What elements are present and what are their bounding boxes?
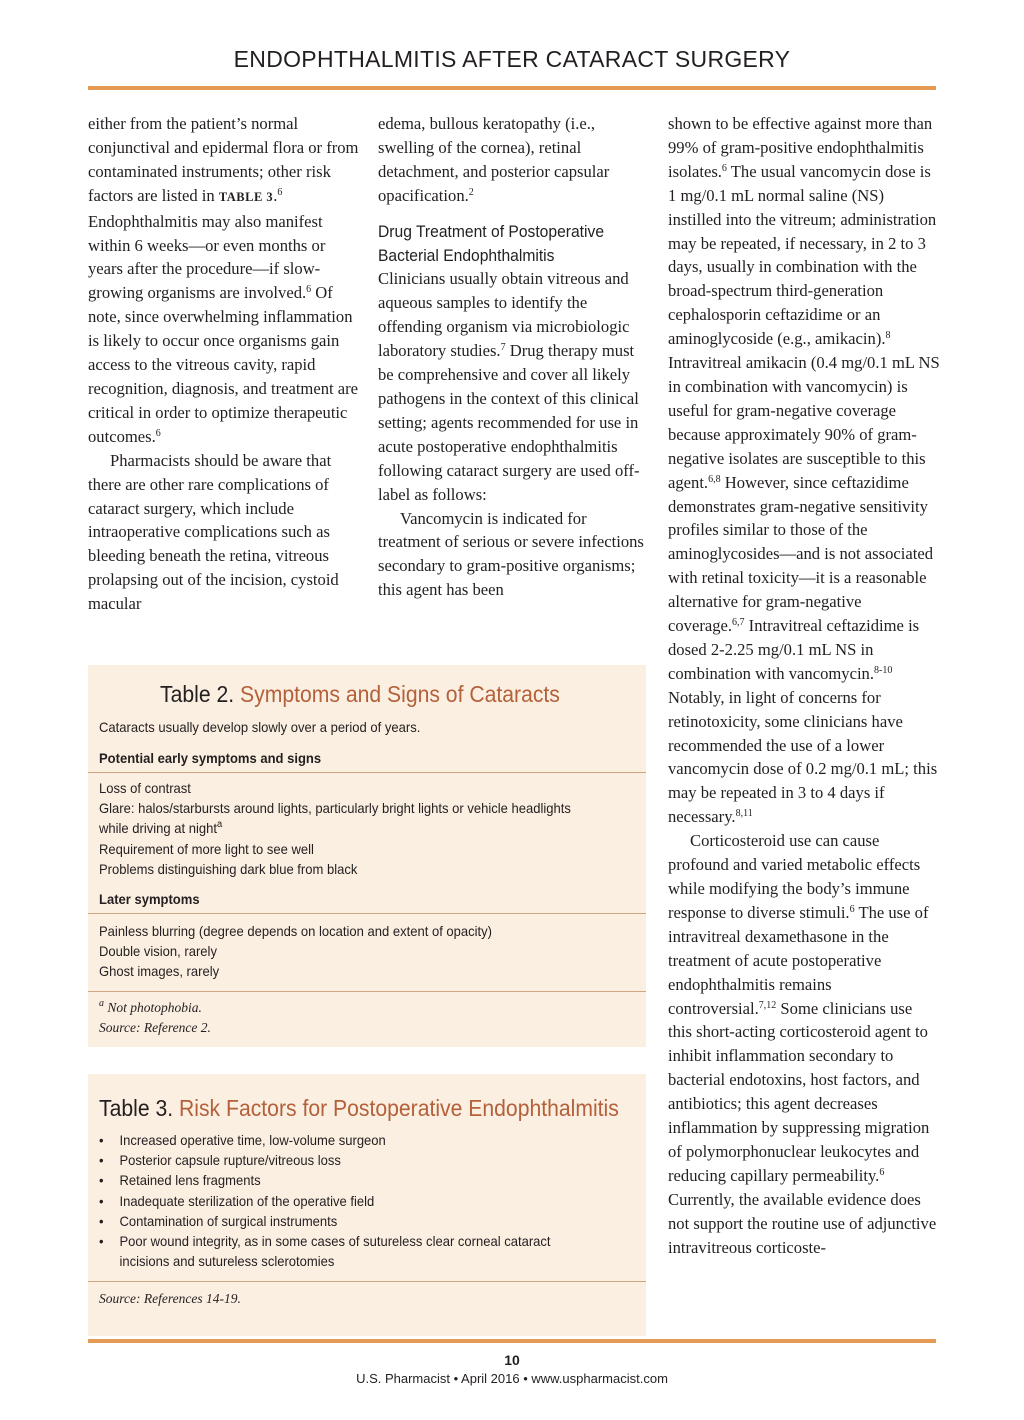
table-3-box — [88, 1074, 646, 1336]
text-run: Currently, the available evidence does not support the routine use of adjunctive intravitreous corticoste- — [668, 1189, 937, 1257]
table-title-text: Symptoms and Signs of Cataracts — [239, 681, 560, 707]
table-label: Table 3. — [99, 1095, 174, 1121]
table-3-list — [99, 1130, 585, 1271]
footer-rule — [88, 1339, 936, 1343]
text-run: Poor wound integrity, as in some cases of sutureless clear corneal cataract — [119, 1233, 551, 1250]
citation: 6,7 — [732, 617, 745, 629]
text-run: Clinicians usually obtain vitreous and aqueous samples to identify the offending organism via microbiologic laboratory studies. — [378, 269, 630, 361]
col1-paragraph-2: Pharmacists should be aware that there are other rare complications of cataract surgery, which include intraoperative complications such as bleeding beneath the retina, vitreous prolapsing out of the incision, cystoid macular — [88, 450, 339, 614]
citation: 6,8 — [708, 473, 721, 485]
citation: 8,11 — [735, 808, 753, 820]
list-item: Requirement of more light to see well — [99, 840, 314, 857]
header-rule — [88, 86, 936, 90]
list-item: Double vision, rarely — [99, 943, 217, 960]
table-title-text: Risk Factors for Postoperative Endophthalmitis — [178, 1095, 619, 1121]
text-run: while driving at night — [99, 820, 217, 837]
text-run: edema, bullous keratopathy (i.e., swelling of the cornea), retinal detachment, and posterior capsular opacification. — [378, 114, 610, 205]
citation: 8 — [885, 330, 891, 342]
table-divider — [88, 1281, 646, 1282]
text-run: Corticosteroid use can cause profound and varied metabolic effects while modifying the body’s immune response to diverse stimuli. — [668, 831, 921, 922]
citation: 6 — [879, 1166, 885, 1178]
table-2-later-heading: Later symptoms — [99, 891, 200, 907]
list-item: Glare: halos/starbursts around lights, particularly bright lights or vehicle headlights — [99, 800, 571, 817]
col2-paragraph-2 — [378, 267, 648, 506]
citation: 6 — [306, 284, 312, 296]
page-number: 10 — [504, 1352, 520, 1368]
table-2-footnote — [99, 998, 202, 1018]
text-run: The use of intravitreal dexamethasone in the treatment of acute postoperative endophthalmitis remains controversial. — [668, 902, 929, 1018]
table-reference-link[interactable]: TABLE 3 — [218, 189, 274, 204]
footer-text: U.S. Pharmacist • April 2016 • www.uspharmacist.com — [356, 1371, 668, 1386]
list-item: • Posterior capsule rupture/vitreous loss — [99, 1150, 551, 1170]
text-run: Intravitreal ceftazidime is dosed 2-2.25 mg/0.1 mL NS in combination with vancomycin. — [668, 616, 920, 683]
citation: 2 — [468, 186, 474, 198]
text-run: Notably, in light of concerns for retinotoxicity, some clinicians have recommended the use of a lower vancomycin dose of 0.2 mg/0.1 mL; this may be repeated in 3 to 4 days if necessary. — [668, 687, 938, 827]
footnote-marker: a — [99, 998, 104, 1009]
table-divider — [88, 991, 646, 992]
text-run: shown to be effective against more than 99% of gram-positive endophthalmitis isolates. — [668, 114, 933, 181]
text-run: However, since ceftazidime demonstrates gram-negative sensitivity profiles similar to those of the aminoglycosides—and is not associated with retinal toxicity—it is a reasonable alternative for gram-negative coverage. — [668, 472, 933, 636]
table-2-early-list — [99, 778, 659, 879]
table-2-intro: Cataracts usually develop slowly over a period of years. — [99, 719, 421, 735]
text-run: . — [273, 185, 278, 205]
text-run: Of note, since overwhelming inflammation is likely to occur once organisms gain access to the vitreous cavity, rapid recognition, diagnosis, and treatment are critical in order to optimize therapeutic outcomes. — [88, 283, 359, 446]
list-item: Loss of contrast — [99, 780, 191, 796]
col3-paragraph-1 — [668, 112, 940, 829]
text-run: Endophthalmitis may also manifest within 6 weeks—or even months or years after the procedure—if slow-growing organisms are involved. — [88, 211, 326, 303]
citation: 7 — [500, 342, 506, 354]
table-2-early-heading: Potential early symptoms and signs — [99, 750, 322, 766]
text-run: The usual vancomycin dose is 1 mg/0.1 mL normal saline (NS) instilled into the vitreum; administration may be repeated, if necessary, in 2 to 3 days, usually in combination with the broad-spectrum third-generation cephalosporin ceftazidime or an aminoglycoside (e.g., amikacin). — [668, 161, 937, 349]
col2-paragraph-1 — [378, 112, 648, 208]
citation: 6 — [849, 903, 855, 915]
text-run: Some clinicians use this short-acting corticosteroid agent to inhibit inflammation secondary to bacterial endotoxins, host factors, and antibiotics; this agent decreases inflammation by suppressing migration of polymorphonuclear leukocytes and reducing capillary permeability. — [668, 998, 930, 1185]
col3-paragraph-2 — [668, 829, 940, 1259]
citation: 6 — [155, 427, 161, 439]
citation: 6 — [277, 186, 283, 198]
col2-paragraph-3: Vancomycin is indicated for treatment of serious or severe infections secondary to gram-positive organisms; this agent has been — [378, 508, 644, 600]
list-item: Problems distinguishing dark blue from black — [99, 860, 358, 877]
column-1 — [88, 112, 360, 616]
table-divider — [88, 772, 646, 773]
table-2-box — [88, 665, 646, 1047]
text-run: Intravitreal amikacin (0.4 mg/0.1 mL NS in combination with vancomycin) is useful for gram-negative coverage because approximately 90% of gram-negative isolates are susceptible to this agent. — [668, 353, 940, 492]
citation: 7,12 — [758, 999, 777, 1011]
list-item — [99, 818, 620, 838]
section-heading: Drug Treatment of Postoperative Bacterial Endophthalmitis — [378, 221, 605, 265]
list-item: • Contamination of surgical instruments — [99, 1211, 551, 1231]
citation: 6 — [721, 162, 727, 174]
table-2-title — [160, 680, 560, 708]
list-item — [99, 1231, 551, 1271]
list-item: • Inadequate sterilization of the operative field — [99, 1191, 551, 1211]
table-2-source: Source: Reference 2. — [99, 1020, 211, 1035]
text-run: Drug therapy must be comprehensive and cover all likely pathogens in the context of this clinical setting; agents recommended for use in acute postoperative endophthalmitis following cataract surgery are used off-label as follows: — [378, 341, 640, 504]
list-item: • Increased operative time, low-volume surgeon — [99, 1130, 551, 1150]
table-divider — [88, 913, 646, 914]
footnote-marker: a — [216, 819, 223, 831]
column-3 — [668, 112, 940, 1260]
list-item: • Retained lens fragments — [99, 1170, 551, 1190]
column-2 — [378, 112, 648, 602]
text-run: either from the patient’s normal conjunctival and epidermal flora or from contaminated instruments; other risk factors are listed in — [88, 114, 359, 205]
list-item: Painless blurring (degree depends on location and extent of opacity) — [99, 923, 493, 939]
list-item: Ghost images, rarely — [99, 963, 220, 980]
table-3-title — [99, 1094, 619, 1122]
text-run: Not photophobia. — [107, 1000, 202, 1015]
text-run: incisions and sutureless sclerotomies — [119, 1253, 335, 1270]
table-2-later-list — [99, 921, 659, 982]
table-label: Table 2. — [160, 681, 235, 707]
running-header: ENDOPHTHALMITIS AFTER CATARACT SURGERY — [233, 46, 791, 72]
citation: 8-10 — [874, 664, 893, 676]
col1-paragraph-1 — [88, 112, 360, 449]
table-3-source: Source: References 14-19. — [99, 1291, 241, 1306]
